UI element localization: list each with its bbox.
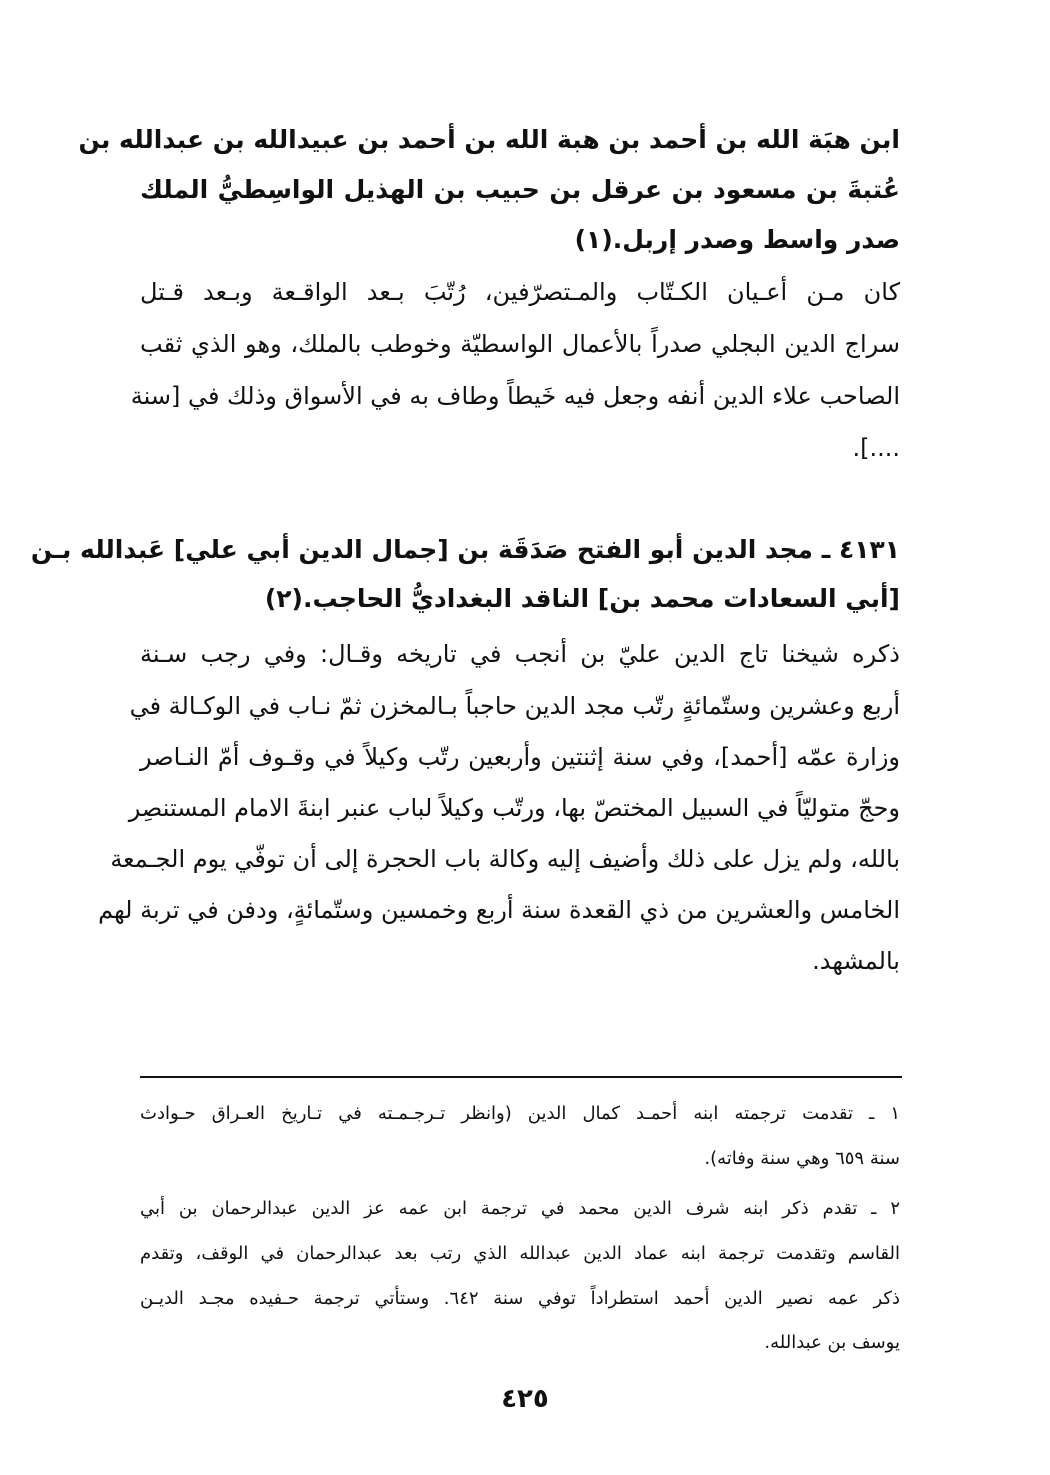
entry-4130-body-line-1: كان مـن أعـيان الكـتّاب والمـتصرّفين، رُتّبَ بـعد الواقـعة وبـعد قـتل bbox=[140, 278, 900, 306]
entry-4130-heading-line-3: صدر واسط وصدر إربل.(١) bbox=[574, 225, 900, 254]
entry-4130-heading-line-2: عُتبةَ بن مسعود بن عرقل بن حبيب بن الهذيل الواسِطيُّ الملك bbox=[140, 175, 900, 204]
footnote-2-line-1: ٢ ـ تقدم ذكر ابنه شرف الدين محمد في ترجمة ابن عمه عز الدين عبدالرحمان بن أبي bbox=[140, 1198, 900, 1219]
entry-4130-body-line-2: سراج الدين البجلي صدراً بالأعمال الواسطيّة وخوطب بالملك، وهو الذي ثقب bbox=[140, 330, 900, 358]
entry-4131-body-line-6: الخامس والعشرين من ذي القعدة سنة أربع وخمسين وستّمائةٍ، ودفن في تربة لهم bbox=[98, 896, 900, 924]
entry-4131-body-line-7: بالمشهد. bbox=[812, 947, 900, 975]
page-number: ٤٢٥ bbox=[501, 1384, 549, 1414]
footnote-2-line-2: القاسم وتقدمت ترجمة ابنه عماد الدين عبدالله الذي رتب بعد عبدالرحمان في الوقف، وتقدم bbox=[140, 1243, 900, 1264]
entry-4131-body-line-5: بالله، ولم يزل على ذلك وأضيف إليه وكالة باب الحجرة إلى أن توفّي يوم الجـمعة bbox=[110, 845, 900, 873]
footnote-1-line-1: ١ ـ تقدمت ترجمته ابنه أحمـد كمال الدين (وانظر تـرجـمـته في تـاريخ العـراق حـوادث bbox=[140, 1103, 900, 1124]
entry-4131-body-line-1: ذكره شيخنا تاج الدين عليّ بن أنجب في تاريخه وقـال: وفي رجب سـنة bbox=[140, 640, 900, 668]
entry-4130-heading-line-1: ابن هبَة الله بن أحمد بن هبة الله بن أحمد بن عبيدالله بن عبدالله بن bbox=[78, 125, 900, 154]
entry-4130-body-line-4: ....]. bbox=[852, 434, 900, 462]
entry-4131-body-line-2: أربع وعشرين وستّمائةٍ رتّب مجد الدين حاجباً بـالمخزن ثمّ نـاب في الوكـالة في bbox=[129, 692, 900, 720]
entry-4131-body-line-3: وزارة عمّه [أحمد]، وفي سنة إثنتين وأربعين رتّب وكيلاً في وقـوف أمّ النـاصر bbox=[140, 743, 900, 771]
entry-4130-body-line-3: الصاحب علاء الدين أنفه وجعل فيه خَيطاً وطاف به في الأسواق وذلك في [سنة bbox=[130, 382, 900, 410]
entry-4131-body-line-4: وحجّ متوليّاً في السبيل المختصّ بها، ورتّب وكيلاً لباب عنبر ابنةَ الامام المستنصِر bbox=[128, 794, 900, 822]
footnote-1-line-2: سنة ٦٥٩ وهي سنة وفاته). bbox=[704, 1148, 900, 1169]
footnote-divider bbox=[140, 1076, 902, 1078]
footnote-2-line-3: ذكر عمه نصير الدين أحمد استطراداً توفي سنة ٦٤٢. وستأتي ترجمة حـفيده مجـد الديـن bbox=[140, 1288, 900, 1309]
entry-4131-heading-line-2: [أبي السعادات محمد بن] الناقد البغداديُّ الحاجب.(٢) bbox=[264, 584, 900, 613]
footnote-2-line-4: يوسف بن عبدالله. bbox=[764, 1332, 900, 1353]
entry-4131-heading-line-1: ٤١٣١ ـ مجد الدين أبو الفتح صَدَقَة بن [جمال الدين أبي علي] عَبدالله بـن bbox=[30, 535, 900, 564]
